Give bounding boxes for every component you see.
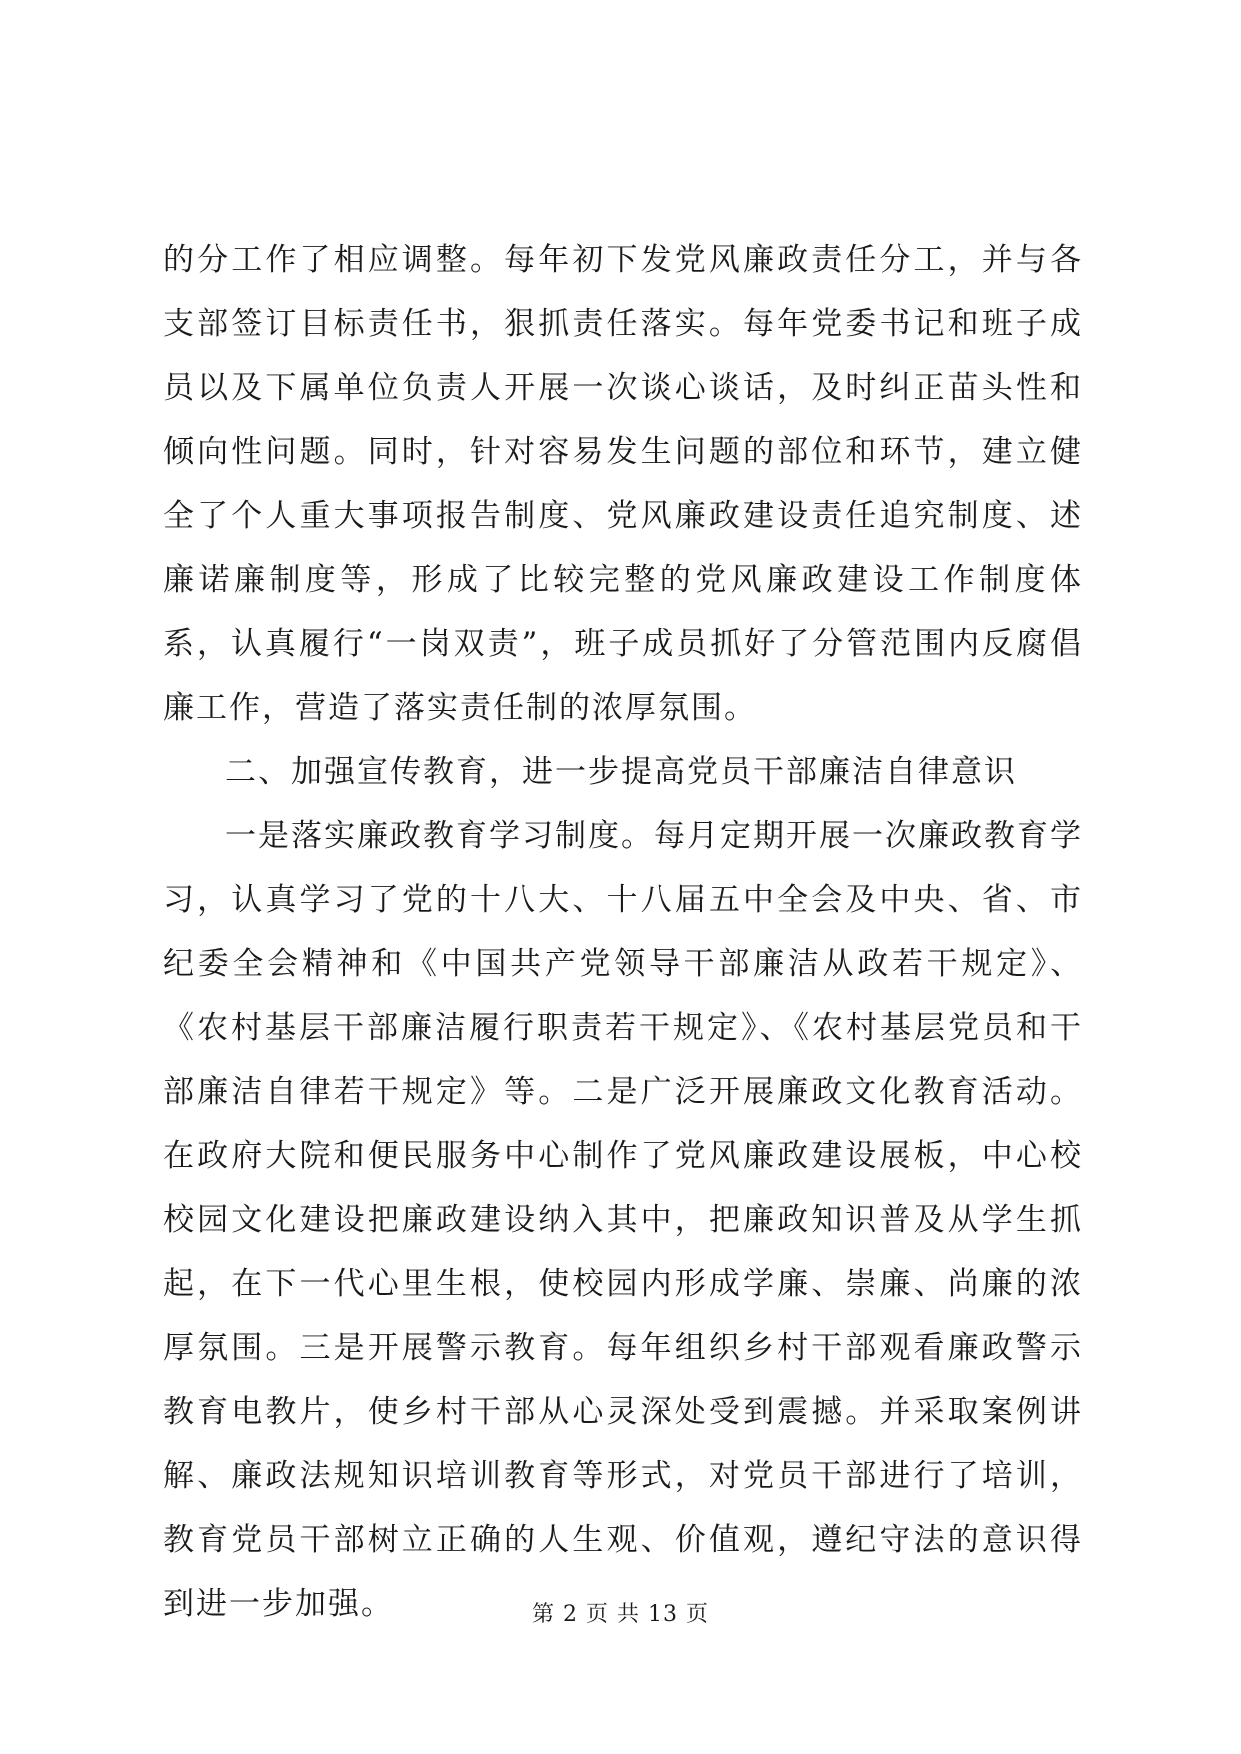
section-heading: 二、加强宣传教育，进一步提高党员干部廉洁自律意识 [225,754,1017,790]
paragraph-body: 一是落实廉政教育学习制度。每月定期开展一次廉政教育学习，认真学习了党的十八大、十八届五中全会及中央、省、市纪委全会精神和《中国共产党领导干部廉洁从政若干规定》、《农村基层干部廉洁履行职责若干规定》、《农村基层党员和干部廉洁自律若干规定》等。二是广泛开展廉政文化教育活动。在政府大院和便民服务中心制作了党风廉政建设展板，中心校校园文化建设把廉政建设纳入其中，把廉政知识普及从学生抓起，在下一代心里生根，使校园内形成学廉、崇廉、尚廉的浓厚氛围。三是开展警示教育。每年组织乡村干部观看廉政警示教育电教片，使乡村干部从心灵深处受到震撼。并采取案例讲解、廉政法规知识培训教育等形式，对党员干部进行了培训，教育党员干部树立正确的人生观、价值观，遵纪守法的意识得到进一步加强。 [163,818,1083,1622]
page-number-footer: 第 2 页 共 13 页 [532,1602,709,1627]
document-body [163,228,1083,1636]
paragraph-continued: 的分工作了相应调整。每年初下发党风廉政责任分工，并与各支部签订目标责任书，狠抓责任落实。每年党委书记和班子成员以及下属单位负责人开展一次谈心谈话，及时纠正苗头性和倾向性问题。同时，针对容易发生问题的部位和环节，建立健全了个人重大事项报告制度、党风廉政建设责任追究制度、述廉诺廉制度等，形成了比较完整的党风廉政建设工作制度体系，认真履行“一岗双责”，班子成员抓好了分管范围内反腐倡廉工作，营造了落实责任制的浓厚氛围。 [163,242,1083,726]
